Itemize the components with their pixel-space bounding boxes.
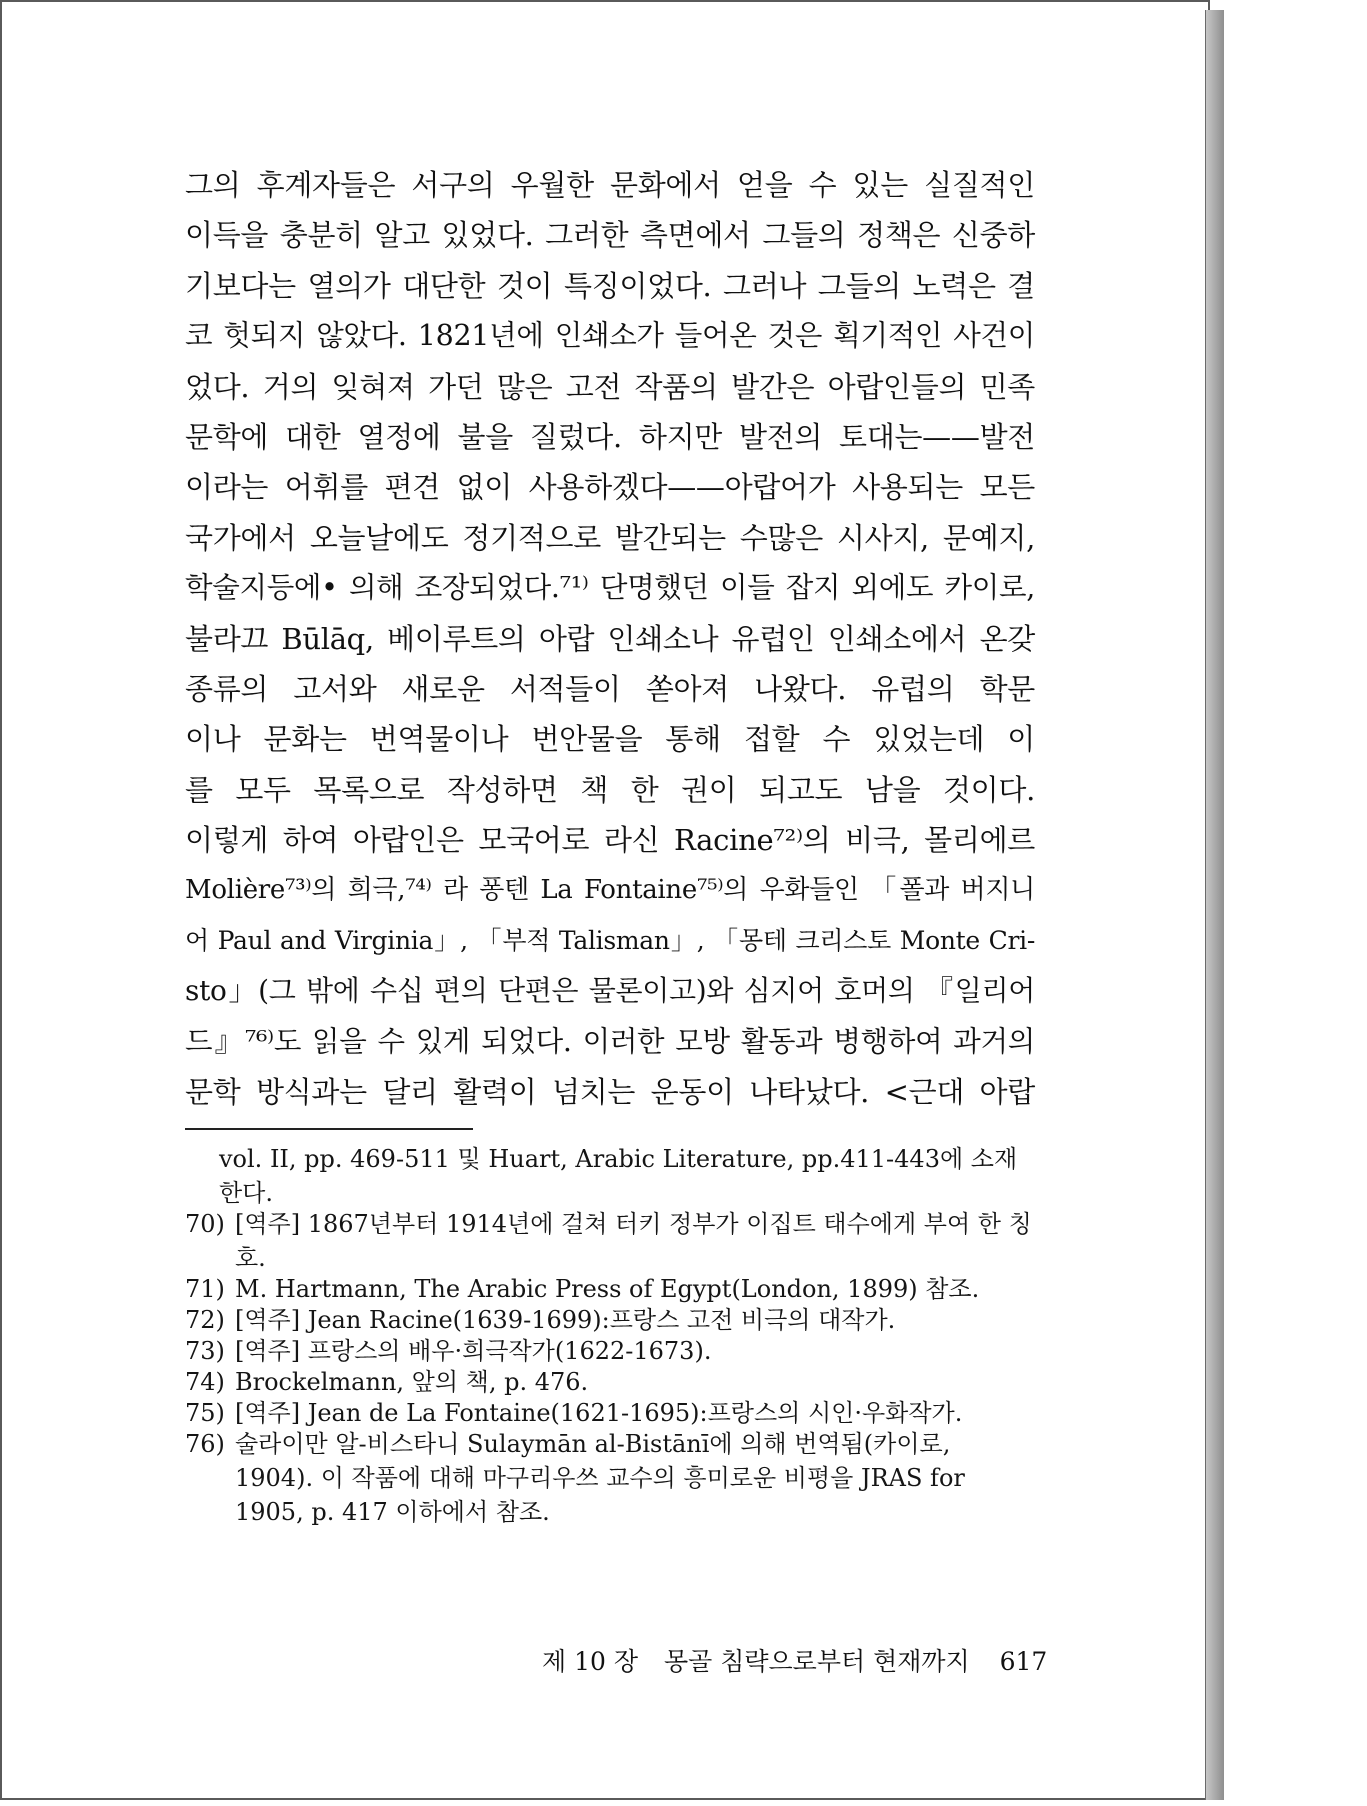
body-line: Molière⁷³⁾의 희극,⁷⁴⁾ 라 퐁텐 La Fontaine⁷⁵⁾의 우화들인 「폴과 버지니 [185,875,1035,906]
body-paragraph [185,160,1035,1117]
footnote [185,1142,1035,1210]
body-line: 를 모두 목록으로 작성하면 책 한 권이 되고도 남을 것이다. [185,772,1035,807]
body-line: sto」(그 밖에 수십 편의 단편은 물론이고)와 심지어 호머의 『일리어 [185,974,1035,1008]
footnotes [185,1142,1035,1529]
body-line: 었다. 거의 잊혀져 가던 많은 고전 작품의 발간은 아랍인들의 민족 [185,369,1035,404]
body-line: 학술지등에• 의해 조장되었다.⁷¹⁾ 단명했던 이들 잡지 외에도 카이로, [185,571,1035,605]
footnote [185,1207,1035,1275]
footnote-text: [역주] Jean de La Fontaine(1621-1695):프랑스의 시인·우화작가. [235,1399,963,1427]
footnote-number: 73) [185,1337,225,1365]
footnote-text: Brockelmann, 앞의 책, p. 476. [235,1368,589,1396]
footnote [185,1334,1035,1368]
body-line: 그의 후계자들은 서구의 우월한 문화에서 얻을 수 있는 실질적인 [185,168,1035,202]
footnote-number: 71) [185,1275,225,1303]
footnote-number: 74) [185,1368,225,1396]
body-line: 코 헛되지 않았다. 1821년에 인쇄소가 들어온 것은 획기적인 사건이 [185,319,1035,353]
body-line: 기보다는 열의가 대단한 것이 특징이었다. 그러나 그들의 노력은 결 [185,268,1035,303]
footnote-text: 술라이만 알-비스타니 Sulaymān al-Bistānī에 의해 번역됨(카이로, 1904). 이 작품에 대해 마구리우쓰 교수의 흥미로운 비평을 JRAS for 1905, p. 417 이하에서 참조. [235,1430,965,1526]
body-line: 종류의 고서와 새로운 서적들이 쏟아져 나왔다. 유럽의 학문 [185,671,1035,706]
footnote-text: [역주] 1867년부터 1914년에 걸쳐 터키 정부가 이집트 태수에게 부여 한 칭호. [235,1210,1032,1272]
body-line: 이렇게 하여 아랍인은 모국어로 라신 Racine⁷²⁾의 비극, 몰리에르 [185,823,1035,858]
footnote-number: 72) [185,1306,225,1334]
body-line: 국가에서 오늘날에도 정기적으로 발간되는 수많은 시사지, 문예지, [185,520,1035,555]
body-line: 이라는 어휘를 편견 없이 사용하겠다——아랍어가 사용되는 모든 [185,470,1035,505]
footnote-number: 76) [185,1430,225,1458]
chapter-title: 몽골 침략으로부터 현재까지 [663,1647,970,1676]
body-line: 드』⁷⁶⁾도 읽을 수 있게 되었다. 이러한 모방 활동과 병행하여 과거의 [185,1024,1035,1058]
footnote-number: 70) [185,1210,225,1238]
chapter-label: 제 10 장 [542,1647,639,1676]
body-line: 어 Paul and Virginia」, 「부적 Talisman」, 「몽테 크리스토 Monte Cri- [185,925,1035,955]
body-line: 이득을 충분히 알고 있었다. 그러한 측면에서 그들의 정책은 신중하 [185,218,1035,253]
footnote-text: [역주] Jean Racine(1639-1699):프랑스 고전 비극의 대작가. [235,1306,896,1334]
footnote [185,1365,1035,1399]
footnote [185,1396,1035,1430]
running-head [542,1642,1048,1678]
body-line: 문학 방식과는 달리 활력이 넘치는 운동이 나타났다. <근대 아랍 [185,1075,1035,1110]
footnote [185,1427,1035,1529]
footnote-text: vol. II, pp. 469-511 및 Huart, Arabic Literature, pp.411-443에 소재 한다. [219,1145,1018,1207]
body-line: 불라끄 Būlāq, 베이루트의 아랍 인쇄소나 유럽인 인쇄소에서 온갖 [185,621,1035,656]
footnote [185,1303,1035,1337]
body-line: 이나 문화는 번역물이나 번안물을 통해 접할 수 있었는데 이 [185,722,1035,757]
body-line: 문학에 대한 열정에 불을 질렀다. 하지만 발전의 토대는——발전 [185,419,1035,454]
footnote-rule [185,1128,473,1130]
page-number: 617 [999,1647,1048,1676]
footnote [185,1272,1035,1306]
footnote-text: [역주] 프랑스의 배우·희극작가(1622-1673). [235,1337,712,1365]
page-stack-edge [1205,10,1224,1800]
footnote-number: 75) [185,1399,225,1427]
footnote-text: M. Hartmann, The Arabic Press of Egypt(London, 1899) 참조. [235,1275,980,1303]
